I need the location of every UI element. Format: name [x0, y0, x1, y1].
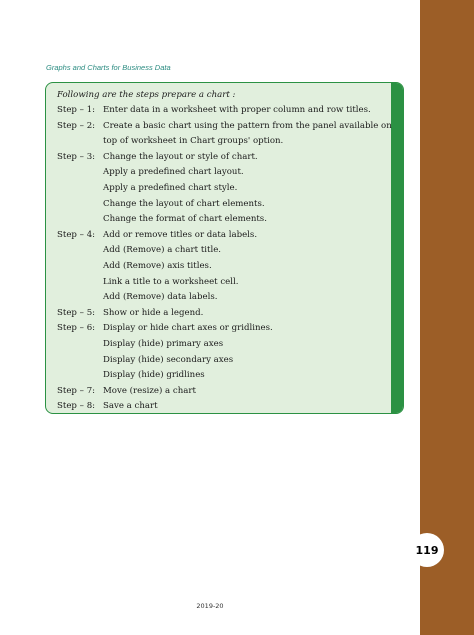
- step-label: Step – 5:: [57, 307, 96, 318]
- step-label: Step – 4:: [57, 229, 96, 240]
- step-text: Apply a predefined chart style.: [103, 183, 238, 193]
- step-label: Step – 1:: [57, 105, 96, 115]
- step-text: Add or remove titles or data labels.: [103, 229, 258, 240]
- step-text: Change the layout or style of chart.: [103, 151, 258, 162]
- step-text: Display (hide) secondary axes: [103, 354, 234, 365]
- box-accent-bar: [391, 83, 403, 413]
- step-text: Change the layout of chart elements.: [103, 198, 265, 209]
- step-text: Show or hide a legend.: [103, 307, 204, 318]
- step-text: Apply a predefined chart layout.: [103, 167, 244, 178]
- step-label: Step – 8:: [57, 401, 96, 412]
- step-text: Link a title to a worksheet cell.: [103, 276, 239, 287]
- step-label: Step – 6:: [57, 323, 96, 334]
- step-label: Step – 3:: [57, 151, 96, 162]
- step-text: Save a chart: [103, 401, 158, 412]
- step-label: Step – 2:: [57, 120, 96, 131]
- step-text: Display (hide) primary axes: [103, 339, 224, 349]
- step-text: Change the format of chart elements.: [103, 214, 267, 225]
- step-text: top of worksheet in Chart groups' option.: [103, 136, 284, 147]
- step-label: Step – 7:: [57, 385, 96, 396]
- step-text: Add (Remove) axis titles.: [103, 261, 212, 271]
- footer-year: 2019-20: [196, 602, 224, 610]
- step-text: Display (hide) gridlines: [103, 370, 205, 381]
- step-text: Create a basic chart using the pattern from the panel available on: [103, 120, 392, 131]
- steps-box: [45, 82, 404, 414]
- step-text: Add (Remove) a chart title.: [103, 245, 222, 256]
- step-text: Display or hide chart axes or gridlines.: [103, 323, 273, 334]
- page-number: 119: [415, 543, 439, 557]
- box-intro: Following are the steps prepare a chart :: [57, 90, 236, 100]
- page-number-badge: [410, 533, 444, 567]
- step-text: Add (Remove) data labels.: [103, 292, 218, 303]
- step-text: Enter data in a worksheet with proper column and row titles.: [103, 105, 371, 115]
- running-header: Graphs and Charts for Business Data: [46, 63, 171, 72]
- step-text: Move (resize) a chart: [103, 385, 196, 396]
